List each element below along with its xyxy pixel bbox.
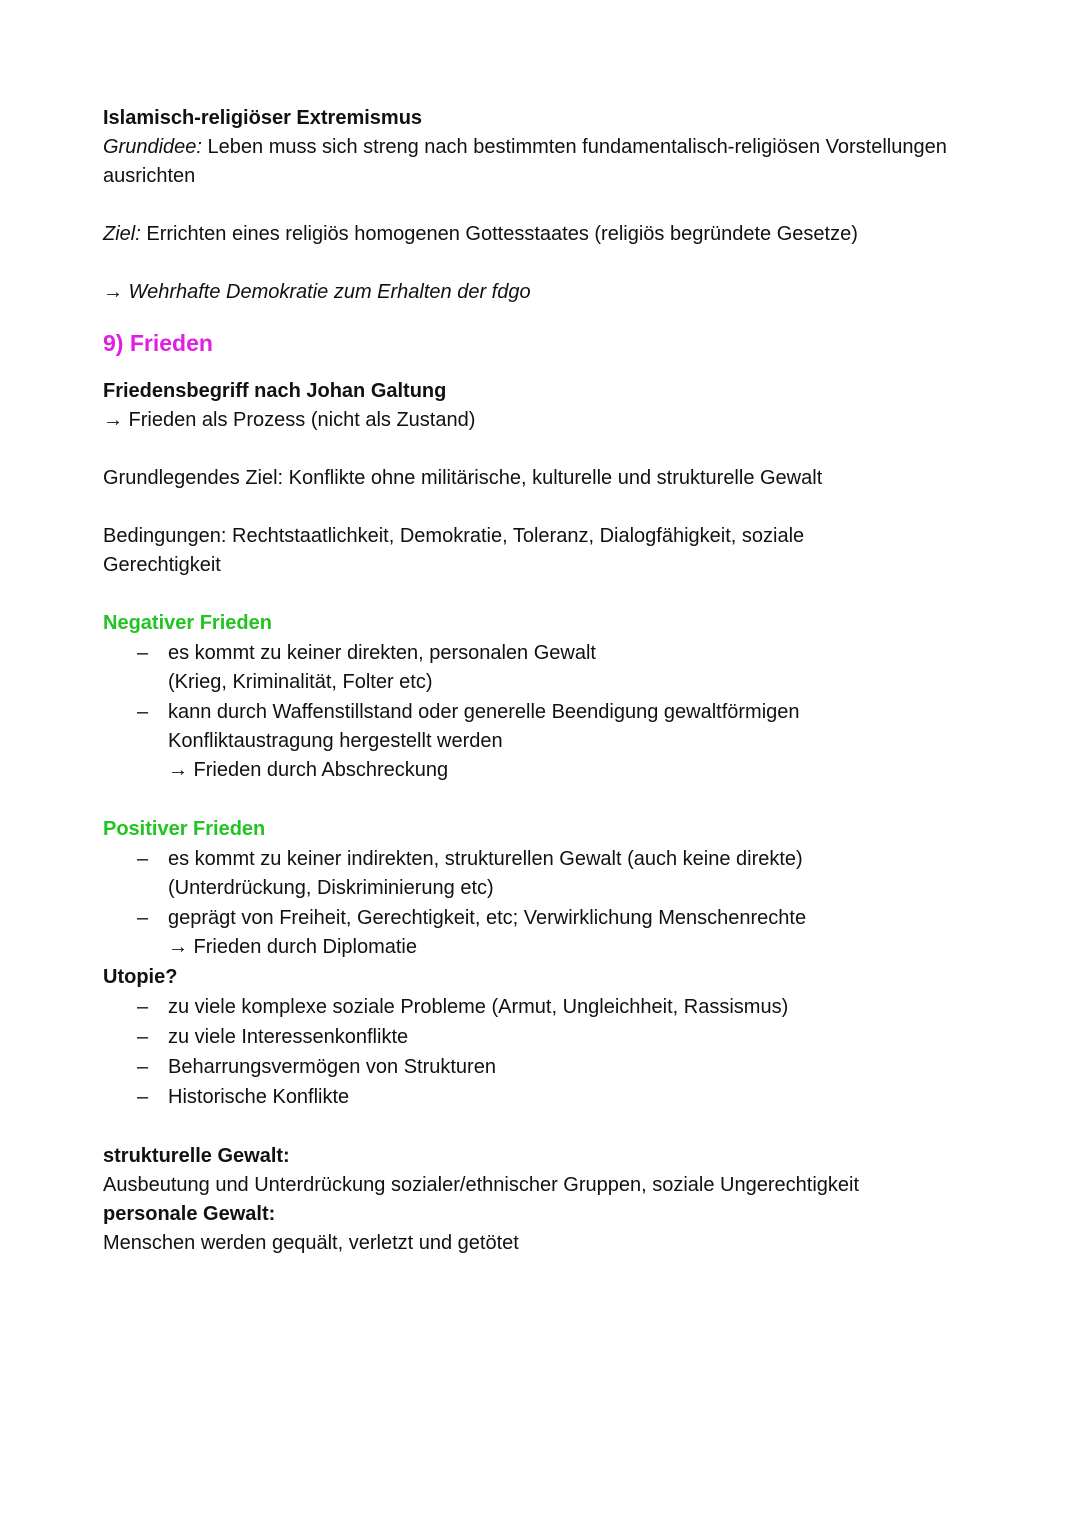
positive-item-main: es kommt zu keiner indirekten, strukturellen Gewalt (auch keine direkte) <box>168 848 803 870</box>
dash-marker: – <box>137 848 149 870</box>
list-item <box>103 1083 1003 1112</box>
list-item <box>103 1053 1003 1082</box>
ziel-label: Ziel: <box>103 223 141 245</box>
galtung-title: Friedensbegriff nach Johan Galtung <box>103 380 447 402</box>
list-item <box>103 639 1003 697</box>
extremism-ziel <box>103 220 1003 249</box>
negative-item-sub: (Krieg, Kriminalität, Folter etc) <box>168 671 433 693</box>
personal-violence-text: Menschen werden gequält, verletzt und getötet <box>103 1232 519 1254</box>
extremism-conclusion: → Wehrhafte Demokratie zum Erhalten der fdgo <box>103 281 531 303</box>
negative-item-main: kann durch Waffenstillstand oder generelle Beendigung gewaltförmigen Konfliktaustragung hergestellt werden <box>168 701 800 752</box>
dash-marker: – <box>137 907 149 929</box>
list-item <box>103 904 1003 962</box>
galtung-goal: Grundlegendes Ziel: Konflikte ohne militärische, kulturelle und strukturelle Gewalt <box>103 467 823 489</box>
galtung-process: → Frieden als Prozess (nicht als Zustand) <box>103 409 476 431</box>
utopia-heading: Utopie? <box>103 966 178 988</box>
positive-item-sub: (Unterdrückung, Diskriminierung etc) <box>168 877 494 899</box>
dash-marker: – <box>137 1026 149 1048</box>
document-page <box>103 104 1003 1258</box>
positive-peace-heading: Positiver Frieden <box>103 818 266 840</box>
utopia-item: zu viele komplexe soziale Probleme (Armut, Ungleichheit, Rassismus) <box>168 996 789 1018</box>
list-item <box>103 1023 1003 1052</box>
structural-violence-text: Ausbeutung und Unterdrückung sozialer/ethnischer Gruppen, soziale Ungerechtigkeit <box>103 1174 860 1196</box>
personal-violence-label: personale Gewalt: <box>103 1203 276 1225</box>
list-item <box>103 845 1003 903</box>
dash-marker: – <box>137 1056 149 1078</box>
utopia-list <box>103 993 1003 1112</box>
structural-violence-label: strukturelle Gewalt: <box>103 1145 290 1167</box>
utopia-item: Beharrungsvermögen von Strukturen <box>168 1056 496 1078</box>
list-item <box>103 698 1003 785</box>
grundidee-text: Leben muss sich streng nach bestimmten fundamentalisch-religiösen Vorstellungen ausrichten <box>103 136 947 187</box>
negative-item-sub: → Frieden durch Abschreckung <box>168 759 449 781</box>
negative-peace-list <box>103 639 1003 785</box>
dash-marker: – <box>137 1086 149 1108</box>
dash-marker: – <box>137 701 149 723</box>
extremism-grundidee <box>103 133 1003 191</box>
utopia-item: zu viele Interessenkonflikte <box>168 1026 409 1048</box>
negative-peace-heading: Negativer Frieden <box>103 612 272 634</box>
positive-peace-list <box>103 845 1003 962</box>
negative-item-main: es kommt zu keiner direkten, personalen Gewalt <box>168 642 596 664</box>
list-item <box>103 993 1003 1022</box>
utopia-item: Historische Konflikte <box>168 1086 350 1108</box>
positive-item-main: geprägt von Freiheit, Gerechtigkeit, etc; Verwirklichung Menschenrechte <box>168 907 807 929</box>
positive-item-sub: → Frieden durch Diplomatie <box>168 936 417 958</box>
dash-marker: – <box>137 996 149 1018</box>
dash-marker: – <box>137 642 149 664</box>
grundidee-label: Grundidee: <box>103 136 202 158</box>
ziel-text: Errichten eines religiös homogenen Gottesstaates (religiös begründete Gesetze) <box>140 223 858 245</box>
extremism-title: Islamisch-religiöser Extremismus <box>103 107 423 129</box>
section-title: 9) Frieden <box>103 330 213 356</box>
galtung-conditions: Bedingungen: Rechtstaatlichkeit, Demokratie, Toleranz, Dialogfähigkeit, soziale Gerechtigkeit <box>103 525 805 576</box>
